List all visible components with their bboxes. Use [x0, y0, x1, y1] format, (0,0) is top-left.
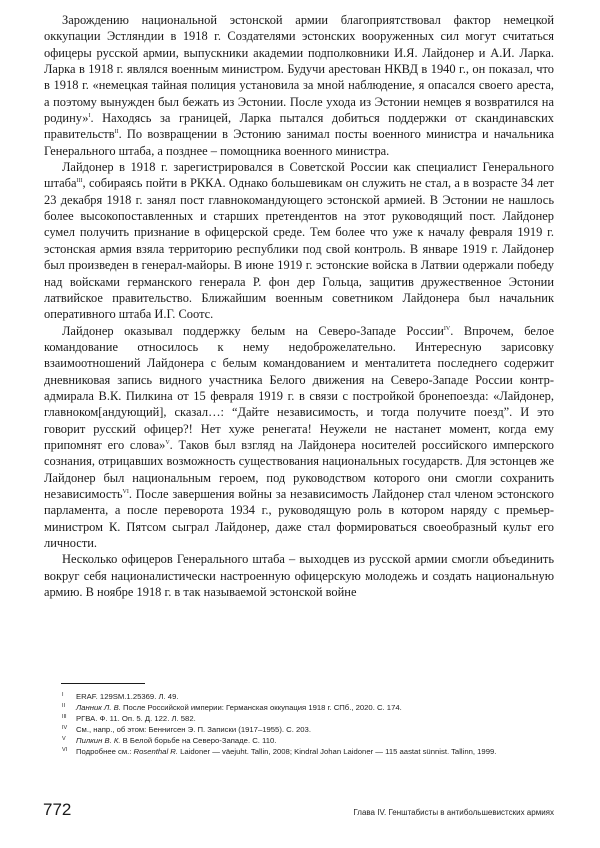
footnote-text: РГВА. Ф. 11. Оп. 5. Д. 122. Л. 582. [76, 714, 196, 723]
footnote-text: Подробнее см.: Rosenthal R. Laidoner — väejuht. Tallin, 2008; Kindral Johan Laidoner — 115 aastat sünnist. Tallinn, 1999. [76, 747, 497, 756]
footnote [62, 702, 538, 713]
footnote-number: I [62, 692, 64, 698]
footnotes [62, 691, 538, 757]
footnote-text: Ланник Л. В. После Российской империи: Германская оккупация 1918 г. СПб., 2020. С. 174. [76, 703, 402, 712]
footnote [62, 735, 538, 746]
footnote [62, 746, 538, 757]
paragraph-2: Лайдонер в 1918 г. зарегистрировался в Советской России как специалист Генерального штаба$^{III}$, собираясь пойти в РККА. Однако большевикам он служить не стал, а в возрасте 34 лет 23 декабря 1918 г. занял пост главнокомандующего эстонской армией. В Эстонии не нашлось более высокопоставленных и старших претендентов на этот руководящий пост. Лайдонер сумел получить признание в офицерской среде. Тем более что уже к началу февраля 1919 г. эстонская армия взяла территорию республики под свой контроль. В январе 1919 г. Лайдонер был произведен в генерал-майоры. В июне 1919 г. эстонские войска в Латвии одержали победу над войсками германского генерала Р. фон дер Гольца, защитив дружественное Эстонии латвийское правительство. Ближайшим военным советником Лайдонера был начальник оперативного штаба И.Г. Соотс. [44, 160, 554, 322]
footnote-number: IV [62, 725, 68, 731]
footnote-text: ERAF. 129SM.1.25369. Л. 49. [76, 692, 179, 701]
footnote-ref[interactable]: V [165, 439, 170, 446]
footnote [62, 713, 538, 724]
footnote-ref[interactable]: III [76, 178, 83, 185]
running-head: Глава IV. Генштабисты в антибольшевистских армиях [353, 808, 554, 817]
footnote-number: V [62, 736, 66, 742]
footnote [62, 724, 538, 735]
footnote-number: III [62, 714, 67, 720]
footnote-text: Пилкин В. К. В Белой борьбе на Северо-Западе. С. 110. [76, 736, 277, 745]
footnote-ref[interactable]: VI [122, 488, 129, 495]
footnote-divider [61, 683, 145, 684]
paragraph-1: Зарождению национальной эстонской армии благоприятствовал фактор немецкой оккупации Эстляндии в 1918 г. Создателями эстонских вооруженных сил могут считаться офицеры русской армии, выпускники академии подполковники И.Я. Лайдонер и А.И. Ларка. Ларка в 1918 г. являлся военным министром. Будучи арестован НКВД в 1940 г., он показал, что в 1918 г. «немецкая тайная полиция установила за мной наблюдение, я опасался своего ареста, а поэтому вынужден был бежать из Эстонии. После ухода из Эстонии немцев я возвратился на родину»$^I$. Находясь за границей, Ларка пытался добиться поддержки от скандинавских правительств$^{II}$. По возвращении в Эстонию занимал посты военного министра и начальника Генерального штаба, а позднее – помощника военного министра. [44, 13, 554, 158]
paragraph-3: Лайдонер оказывал поддержку белым на Северо-Западе России$^{IV}$. Впрочем, белое командование относилось к нему недоброжелательно. Интересную зарисовку взаимоотношений Лайдонера с белым командованием и менталитета последнего содержит дневниковая запись видного участника Белого движения на Северо-Западе России контр-адмирала В.К. Пилкина от 15 февраля 1919 г. в связи с постройкой бронепоезда: «Лайдонер, главноком[андующий], сказал…: “Дайте независимость, и тогда получите поезд”. И это говорит русский офицер?! Нет хуже ренегата! Неужели не настанет момент, когда ему припомнят его слова»$^V$. Таков был взгляд на Лайдонера носителей российского имперского сознания, отрицавших возможность существования национальных государств. Для эстонцев же Лайдонер был национальным героем, под руководством которого они смогли сохранить независимость$^{VI}$. После завершения войны за независимость Лайдонер стал членом эстонского парламента, а после переворота 1934 г., руководящую роль в котором наряду с премьер-министром К. Пятсом сыграл Лайдонер, даже стал формироваться своеобразный культ его личности. [44, 323, 554, 550]
footnote [62, 691, 538, 702]
main-text [44, 12, 554, 600]
footnote-ref[interactable]: IV [443, 325, 451, 332]
page-number: 772 [43, 800, 72, 819]
footnote-number: VI [62, 747, 68, 753]
footnote-ref[interactable]: II [114, 129, 119, 136]
footnote-text: См., напр., об этом: Беннигсен Э. П. Записки (1917–1955). С. 203. [76, 725, 311, 734]
footnote-ref[interactable]: I [88, 113, 91, 120]
footnote-number: II [62, 703, 66, 709]
paragraph-4: Несколько офицеров Генерального штаба – выходцев из русской армии смогли объединить вокруг себя националистически настроенную офицерскую молодежь и создать национальную армию. В ноябре 1918 г. в так называемой эстонской войне [44, 552, 554, 600]
